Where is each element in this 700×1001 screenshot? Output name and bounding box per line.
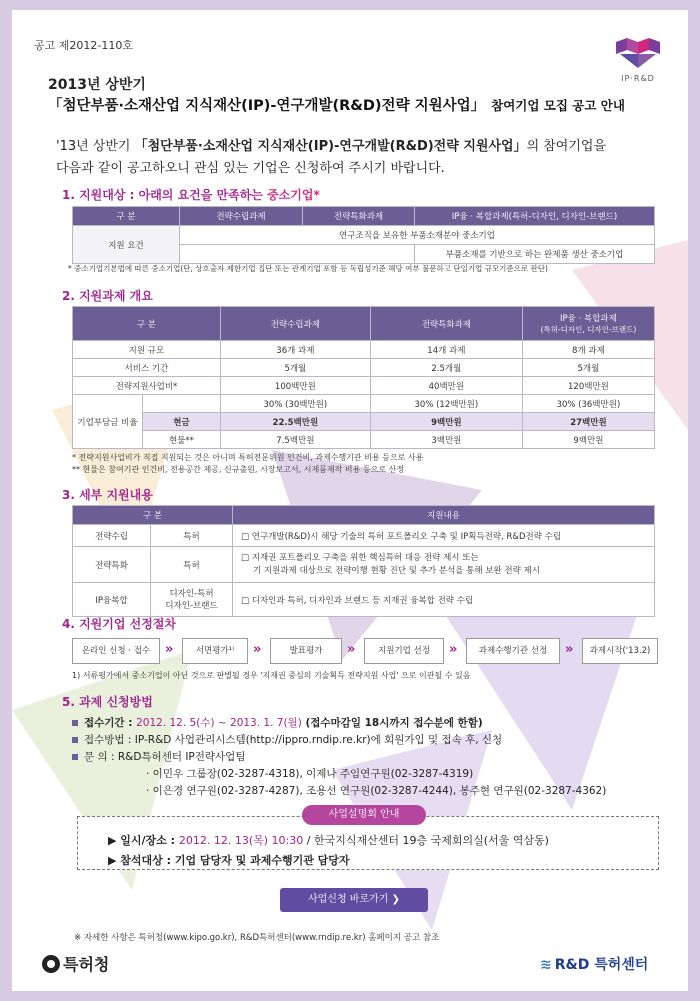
intro-post: 의 참여기업을 bbox=[526, 139, 607, 154]
sublabel-line1: 디자인-특허 bbox=[169, 588, 214, 599]
note-line: * 전략지원사업비가 직접 지원되는 것은 아니며 특허전문위원 인건비, 과제수행기관 비용 등으로 사용 bbox=[72, 453, 424, 462]
period-note: (접수마감일 18시까지 접수분에 한함) bbox=[301, 717, 483, 729]
title-suffix: 참여기업 모집 공고 안내 bbox=[491, 98, 625, 113]
footnote: ※ 자세한 사항은 특허청(www.kipo.go.kr), R&D특허센터(www.rndip.re.kr) 홈페이지 공고 참조 bbox=[74, 933, 440, 943]
notice-page bbox=[12, 10, 688, 991]
note-line: ** 현물은 참여기관 인건비, 전용공간 제공, 신규출원, 시장보고서, 시제품제작 비용 등으로 산정 bbox=[72, 465, 405, 474]
row-label: 전략특화 bbox=[73, 547, 151, 583]
section2-title: 2. 지원과제 개요 bbox=[62, 289, 153, 303]
header-cell: 구 분 bbox=[73, 207, 180, 226]
cell: 5개월 bbox=[220, 359, 370, 377]
header-line1: IP융 · 복합과제 bbox=[560, 314, 617, 324]
period-date: 2012. 12. 5(수) ~ 2013. 1. 7(월) bbox=[136, 717, 302, 729]
briefing-line bbox=[108, 832, 549, 848]
contact-row: · 이민우 그룹장(02-3287-4318), 이제나 주임연구원(02-3287-4319) bbox=[146, 768, 474, 780]
overview-table bbox=[72, 306, 655, 449]
chevron-right-icon: » bbox=[165, 642, 174, 657]
kipo-logo bbox=[42, 952, 109, 975]
kipo-emblem-icon bbox=[42, 955, 60, 973]
intro-line2: 다음과 같이 공고하오니 관심 있는 기업은 신청하여 주시기 바랍니다. bbox=[56, 161, 445, 176]
header-line2: (특허-디자인, 디자인-브랜드) bbox=[540, 325, 637, 334]
row-label: 지원 요건 bbox=[73, 226, 180, 264]
cell: □ 디자인과 특허, 디자인과 브랜드 등 지재권 융복합 전략 수립 bbox=[233, 583, 655, 617]
cell: 5개월 bbox=[522, 359, 654, 377]
intro-pre: '13년 상반기 bbox=[56, 139, 135, 154]
cell: 120백만원 bbox=[522, 377, 654, 395]
row-sublabel bbox=[151, 583, 233, 617]
cell-line1: □ 지재권 포트폴리오 구축을 위한 핵심특허 대응 전략 제시 또는 bbox=[241, 552, 479, 563]
cell: 30% (30백만원) bbox=[220, 395, 370, 413]
header-cell: 구 분 bbox=[73, 506, 233, 525]
cell: 2.5개월 bbox=[370, 359, 522, 377]
row-label: 현금 bbox=[143, 413, 221, 431]
chevron-right-icon: » bbox=[449, 642, 458, 657]
header-cell: IP융 · 복합과제(특허-디자인, 디자인-브랜드) bbox=[415, 207, 655, 226]
step-box: 과제수행기관 선정 bbox=[466, 638, 560, 664]
row-label: IP융복합 bbox=[73, 583, 151, 617]
contact-row: · 이은경 연구원(02-3287-4287), 조용선 연구원(02-3287-4244), 봉주현 연구원(02-3287-4362) bbox=[146, 785, 607, 797]
cell: 40백만원 bbox=[370, 377, 522, 395]
period-label: 접수기간 : bbox=[84, 717, 137, 729]
cell: 9백만원 bbox=[522, 431, 654, 449]
rnd-name: R&D 특허센터 bbox=[554, 957, 649, 973]
row-label: 지원 규모 bbox=[73, 341, 221, 359]
row-label: 서비스 기간 bbox=[73, 359, 221, 377]
period-row bbox=[72, 715, 606, 732]
step-box: 서면평가¹⁾ bbox=[182, 638, 248, 664]
title-period: 2013년 상반기 bbox=[48, 77, 146, 93]
briefing-title: 사업설명회 안내 bbox=[302, 805, 426, 825]
condition-cell: 연구조직을 보유한 부품소재분야 중소기업 bbox=[180, 226, 655, 245]
step-box: 발표평가 bbox=[270, 638, 342, 664]
row-label: 기업부담금 비율 bbox=[73, 395, 143, 449]
cell: 9백만원 bbox=[370, 413, 522, 431]
logo-text: IP·R&D bbox=[621, 74, 655, 83]
cell: 27백만원 bbox=[522, 413, 654, 431]
cell: 100백만원 bbox=[220, 377, 370, 395]
chevron-right-icon: » bbox=[565, 642, 574, 657]
section1-title bbox=[62, 186, 320, 203]
title-program: 「첨단부품·소재산업 지식재산(IP)-연구개발(R&D)전략 지원사업」 bbox=[48, 98, 486, 114]
section1-highlight: 중소기업* bbox=[267, 188, 320, 202]
cell: 30% (36백만원) bbox=[522, 395, 654, 413]
row-label: 현물** bbox=[143, 431, 221, 449]
header-cell: 전략수립과제 bbox=[220, 307, 370, 341]
kipo-name: 특허청 bbox=[63, 955, 110, 974]
section1-title-text: 1. 지원대상 : 아래의 요건을 만족하는 bbox=[62, 188, 268, 202]
cell: □ 연구개발(R&D)시 해당 기술의 특허 포트폴리오 구축 및 IP획득전략, R&D전략 수립 bbox=[233, 525, 655, 547]
cell: 22.5백만원 bbox=[220, 413, 370, 431]
eligibility-table bbox=[72, 206, 655, 264]
briefing-date: 2012. 12. 13(목) 10:30 bbox=[178, 834, 304, 847]
cell: 30% (12백만원) bbox=[370, 395, 522, 413]
header-cell: 구 분 bbox=[73, 307, 221, 341]
apply-button[interactable]: 사업신청 바로가기 ❯ bbox=[280, 888, 428, 912]
chevron-right-icon: » bbox=[253, 642, 262, 657]
contact-row: 문 의 : R&D특허센터 IP전략사업팀 bbox=[72, 749, 606, 766]
row-label: 전략지원사업비* bbox=[73, 377, 221, 395]
details-table bbox=[72, 505, 655, 617]
step-box: 지원기업 선정 bbox=[364, 638, 444, 664]
briefing-line: ▶ 참석대상 : 기업 담당자 및 과제수행기관 담당자 bbox=[108, 854, 350, 867]
section4-title: 4. 지원기업 선정절차 bbox=[62, 617, 177, 631]
briefing-place: / 한국지식재산센터 19층 국제회의실(서울 역삼동) bbox=[303, 834, 549, 847]
section4-note: 1) 서류평가에서 중소기업이 아닌 것으로 판별될 경우 '지재권 중심의 기술획득 전략지원 사업' 으로 이관될 수 있음 bbox=[72, 671, 471, 680]
cell: 7.5백만원 bbox=[220, 431, 370, 449]
heart-logo-icon bbox=[616, 38, 660, 68]
cell: 14개 과제 bbox=[370, 341, 522, 359]
header-cell: 전략특화과제 bbox=[303, 207, 415, 226]
header-cell: 지원내용 bbox=[233, 506, 655, 525]
row-sublabel: 특허 bbox=[151, 525, 233, 547]
section1-note: * 중소기업기본법에 따른 중소기업(단, 상호출자 제한기업 집단 또는 관계기업 포함 등 독립성기준 해당 여부 불문하고 단일기업 규모기준으로 판단) bbox=[68, 264, 548, 273]
section3-title: 3. 세부 지원내용 bbox=[62, 488, 153, 502]
row-sublabel: 특허 bbox=[151, 547, 233, 583]
rnd-center-logo bbox=[540, 954, 648, 974]
section2-notes bbox=[72, 452, 423, 476]
notice-number: 공고 제2012-110호 bbox=[34, 39, 133, 52]
row-label: 전략수립 bbox=[73, 525, 151, 547]
cell: 36개 과제 bbox=[220, 341, 370, 359]
intro-program: 「첨단부품·소재산업 지식재산(IP)-연구개발(R&D)전략 지원사업」 bbox=[134, 139, 527, 154]
step-box: 과제시작('13.2) bbox=[582, 638, 658, 664]
step-box: 온라인 신청 · 접수 bbox=[72, 638, 160, 664]
method-row: 접수방법 : IP-R&D 사업관리시스템(http://ippro.rndip.re.kr)에 회원가입 및 접속 후, 신청 bbox=[72, 732, 606, 749]
header-cell bbox=[522, 307, 654, 341]
intro-text bbox=[56, 136, 676, 180]
section5-title: 5. 과제 신청방법 bbox=[62, 695, 153, 709]
title-main bbox=[48, 94, 625, 115]
cell bbox=[233, 547, 655, 583]
cell: 3백만원 bbox=[370, 431, 522, 449]
cell-line2: 기 지원과제 대상으로 전략이행 현황 진단 및 추가 분석을 통해 보완 전략 제시 bbox=[253, 565, 540, 576]
sublabel-line2: 디자인-브랜드 bbox=[165, 600, 218, 611]
application-info bbox=[72, 715, 606, 800]
briefing-label: ▶ 일시/장소 : bbox=[108, 834, 179, 847]
wave-icon: ≋ bbox=[540, 957, 552, 973]
selection-process bbox=[72, 638, 672, 664]
header-cell: 전략수립과제 bbox=[180, 207, 303, 226]
cell: 8개 과제 bbox=[522, 341, 654, 359]
header-cell: 전략특화과제 bbox=[370, 307, 522, 341]
condition-cell: 부품소재를 기반으로 하는 완제품 생산 중소기업 bbox=[415, 245, 655, 264]
chevron-right-icon: » bbox=[347, 642, 356, 657]
ip-rnd-logo bbox=[608, 38, 668, 83]
